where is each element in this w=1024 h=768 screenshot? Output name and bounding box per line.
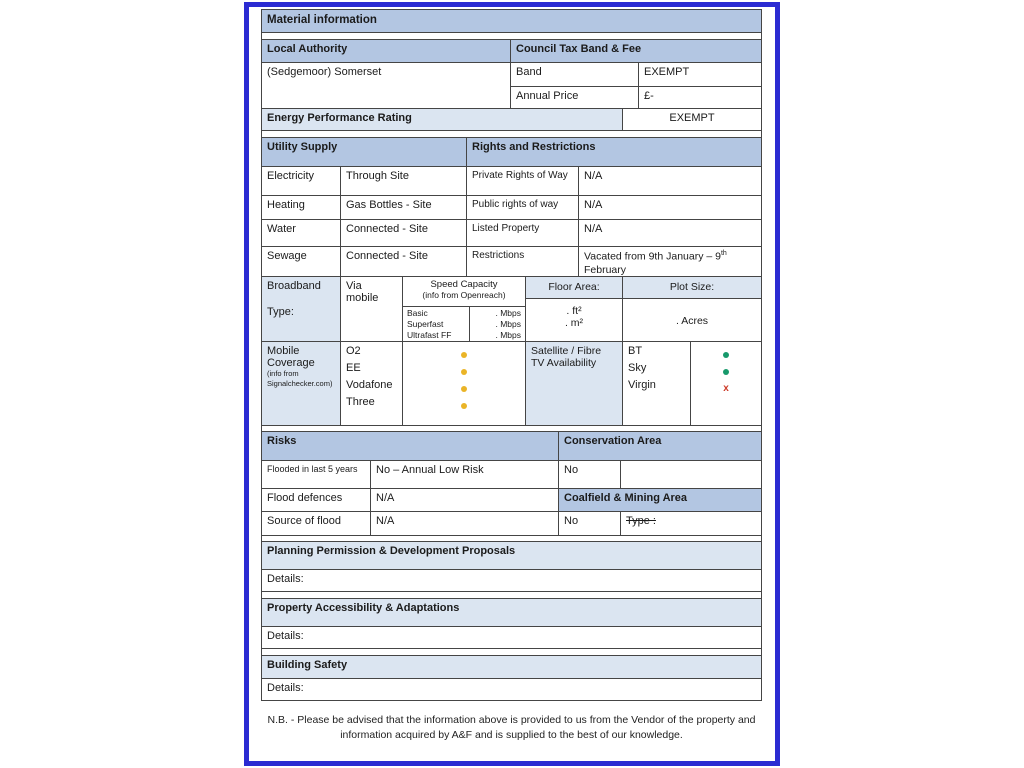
annual-price-value: £- [638, 86, 761, 108]
provider-name: Three [346, 396, 375, 408]
local-authority-header: Local Authority [262, 40, 510, 62]
mobile-coverage-label-cell: Mobile Coverage (info from Signalchecker.com) [262, 342, 340, 425]
page-title: Material information [262, 10, 761, 32]
plot-size-header: Plot Size: [623, 277, 761, 299]
speed-row: Basic . Mbps [403, 307, 525, 318]
document-frame [244, 2, 780, 766]
utility-rights-table [261, 166, 762, 277]
rights-restrictions-header: Rights and Restrictions [466, 138, 761, 166]
table-row [262, 167, 761, 195]
tv-status-cell [690, 342, 761, 425]
utility-value: Connected - Site [340, 220, 466, 246]
table-row [262, 511, 761, 535]
flood-defences-value: N/A [370, 489, 558, 511]
accessibility-section [261, 598, 762, 649]
signal-dot [403, 346, 525, 363]
plot-size-cell [622, 277, 761, 341]
broadband-row [261, 276, 762, 342]
epr-value: EXEMPT [622, 109, 761, 130]
mobile-providers-cell [340, 342, 402, 425]
conservation-area-header: Conservation Area [558, 432, 761, 460]
utility-label: Water [267, 223, 296, 235]
utility-value: Gas Bottles - Site [340, 196, 466, 219]
planning-section [261, 541, 762, 592]
conservation-extra-cell [620, 461, 761, 488]
utility-value: Through Site [340, 167, 466, 195]
material-information-form [261, 9, 762, 743]
tv-provider-name: Virgin [628, 379, 656, 391]
source-of-flood-value: N/A [370, 512, 558, 535]
footer-note: N.B. - Please be advised that the information above is provided to us from the Vendor of the property and information acquired by A&F and is supplied to the best of our knowledge. [267, 714, 756, 742]
local-authority-value: (Sedgemoor) Somerset [262, 62, 510, 108]
rights-label: Public rights of way [466, 196, 578, 219]
band-value: EXEMPT [638, 62, 761, 86]
local-authority-council-tax-table [261, 39, 762, 109]
title-bar [261, 9, 762, 33]
speed-row: Ultrafast FF . Mbps [403, 330, 525, 341]
table-row [262, 246, 761, 276]
risks-conservation-header-row [261, 431, 762, 461]
rights-label: Private Rights of Way [466, 167, 578, 195]
unavailable-x-icon: x [723, 382, 729, 394]
speed-row: Superfast . Mbps [403, 318, 525, 329]
speed-capacity-header: Speed Capacity (info from Openreach) [403, 277, 525, 307]
utility-label: Electricity [267, 170, 315, 182]
rights-label: Listed Property [466, 220, 578, 246]
utility-label: Heating [267, 199, 305, 211]
planning-details-label: Details: [262, 569, 761, 591]
conservation-value: No [558, 461, 620, 488]
utility-supply-header: Utility Supply [262, 138, 466, 166]
broadband-via-cell: Via mobile [340, 277, 402, 341]
utility-value: Connected - Site [340, 247, 466, 276]
building-safety-details-label: Details: [262, 678, 761, 700]
coalfield-value: No [558, 512, 620, 535]
risks-table [261, 460, 762, 536]
restrictions-value: Vacated from 9th January – 9th February [578, 247, 761, 276]
table-row [262, 461, 761, 488]
utility-label: Sewage [267, 250, 307, 262]
speed-capacity-cell [402, 277, 525, 341]
tv-provider-name: Sky [628, 362, 647, 374]
broadband-label: Broadband [267, 280, 321, 292]
broadband-type-label: Type: [267, 306, 294, 318]
rights-value: N/A [578, 167, 761, 195]
utility-rights-header-row [261, 137, 762, 167]
annual-price-label: Annual Price [510, 86, 638, 108]
source-of-flood-label: Source of flood [267, 515, 341, 527]
broadband-label-cell [262, 277, 340, 341]
building-safety-section [261, 655, 762, 701]
tv-availability-header-cell: Satellite / Fibre TV Availability [525, 342, 622, 425]
rights-value: N/A [578, 196, 761, 219]
restrictions-label: Restrictions [466, 247, 578, 276]
signal-dot [403, 397, 525, 414]
provider-name: Vodafone [346, 379, 393, 391]
floor-area-header: Floor Area: [526, 277, 622, 299]
building-safety-header: Building Safety [262, 656, 761, 678]
table-row [262, 195, 761, 219]
mobile-signal-status-cell [402, 342, 525, 425]
availability-dot [691, 363, 761, 380]
tv-providers-cell [622, 342, 690, 425]
coalfield-mining-header: Coalfield & Mining Area [558, 489, 761, 511]
signal-dot [403, 380, 525, 397]
table-row [262, 488, 761, 511]
signal-dot [403, 363, 525, 380]
accessibility-details-label: Details: [262, 626, 761, 648]
flood-defences-label: Flood defences [267, 492, 343, 504]
mobile-coverage-row [261, 341, 762, 426]
floor-area-cell [525, 277, 622, 341]
plot-size-value: . Acres [675, 315, 709, 327]
coalfield-type-label: Type : [620, 512, 761, 535]
provider-name: EE [346, 362, 361, 374]
floor-area-values: . ft² . m² [564, 305, 584, 329]
council-tax-header: Council Tax Band & Fee [510, 40, 761, 62]
rights-value: N/A [578, 220, 761, 246]
availability-dot [691, 346, 761, 363]
flooded-label: Flooded in last 5 years [267, 464, 358, 474]
epr-row [261, 108, 762, 131]
epr-label: Energy Performance Rating [262, 109, 622, 130]
risks-header: Risks [262, 432, 558, 460]
tv-provider-name: BT [628, 345, 643, 357]
band-label: Band [510, 62, 638, 86]
provider-name: O2 [346, 345, 361, 357]
flooded-value: No – Annual Low Risk [370, 461, 558, 488]
planning-header: Planning Permission & Development Proposals [262, 542, 761, 569]
table-row [262, 219, 761, 246]
accessibility-header: Property Accessibility & Adaptations [262, 599, 761, 626]
